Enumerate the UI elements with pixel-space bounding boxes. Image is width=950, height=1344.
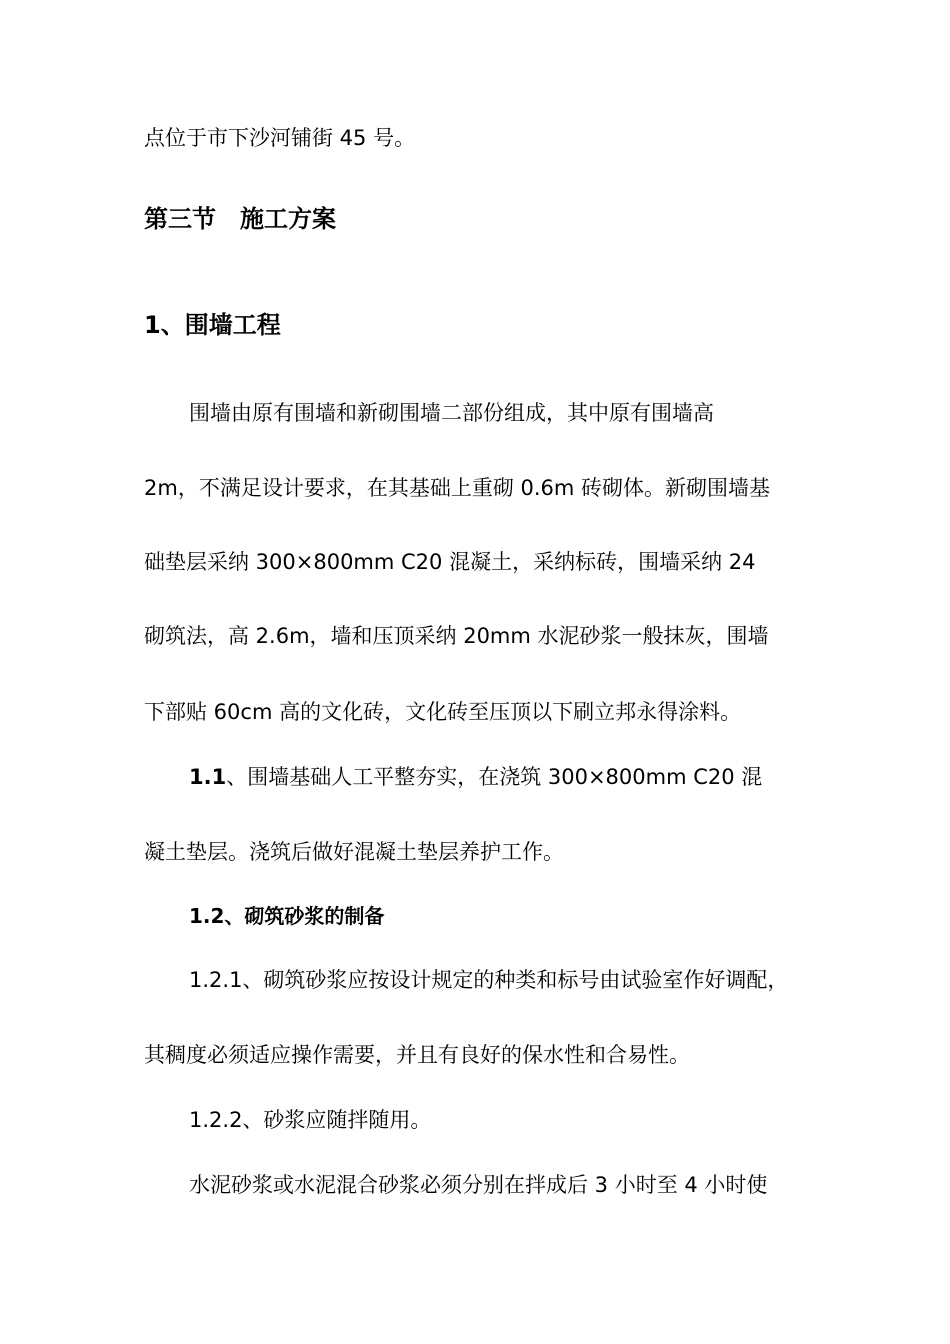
body-line-4: 础垫层采纳 300×800mm C20 混凝土，采纳标砖，围墙采纳 24 bbox=[144, 550, 756, 574]
item-1-1-line bbox=[189, 767, 762, 788]
body-line-3: 2m，不满足设计要求，在其基础上重砌 0.6m 砖砌体。新砌围墙基 bbox=[144, 476, 771, 500]
item-1-2-2-line: 1.2.2、砂浆应随拌随用。 bbox=[189, 1108, 432, 1132]
section-heading: 第三节 施工方案 bbox=[144, 205, 336, 233]
body-line-1: 点位于市下沙河铺街 45 号。 bbox=[144, 126, 416, 150]
body-line-8: 其稠度必须适应操作需要，并且有良好的保水性和合易性。 bbox=[144, 1043, 690, 1067]
item-1-2-heading: 1.2、砌筑砂浆的制备 bbox=[189, 904, 385, 928]
body-line-7: 凝土垫层。浇筑后做好混凝土垫层养护工作。 bbox=[144, 840, 564, 864]
subsection-heading: 1、围墙工程 bbox=[144, 311, 281, 339]
body-line-9: 水泥砂浆或水泥混合砂浆必须分别在拌成后 3 小时至 4 小时使 bbox=[189, 1173, 768, 1197]
item-1-1-number: 1.1 bbox=[189, 765, 227, 789]
body-line-6: 下部贴 60cm 高的文化砖，文化砖至压顶以下刷立邦永得涂料。 bbox=[144, 700, 742, 724]
item-1-1-text: 、围墙基础人工平整夯实，在浇筑 300×800mm C20 混 bbox=[226, 765, 763, 789]
item-1-2-1-line: 1.2.1、砌筑砂浆应按设计规定的种类和标号由试验室作好调配， bbox=[189, 968, 789, 992]
body-line-2: 围墙由原有围墙和新砌围墙二部份组成，其中原有围墙高 bbox=[189, 401, 714, 425]
body-line-5: 砌筑法，高 2.6m，墙和压顶采纳 20mm 水泥砂浆一般抹灰，围墙 bbox=[144, 624, 769, 648]
